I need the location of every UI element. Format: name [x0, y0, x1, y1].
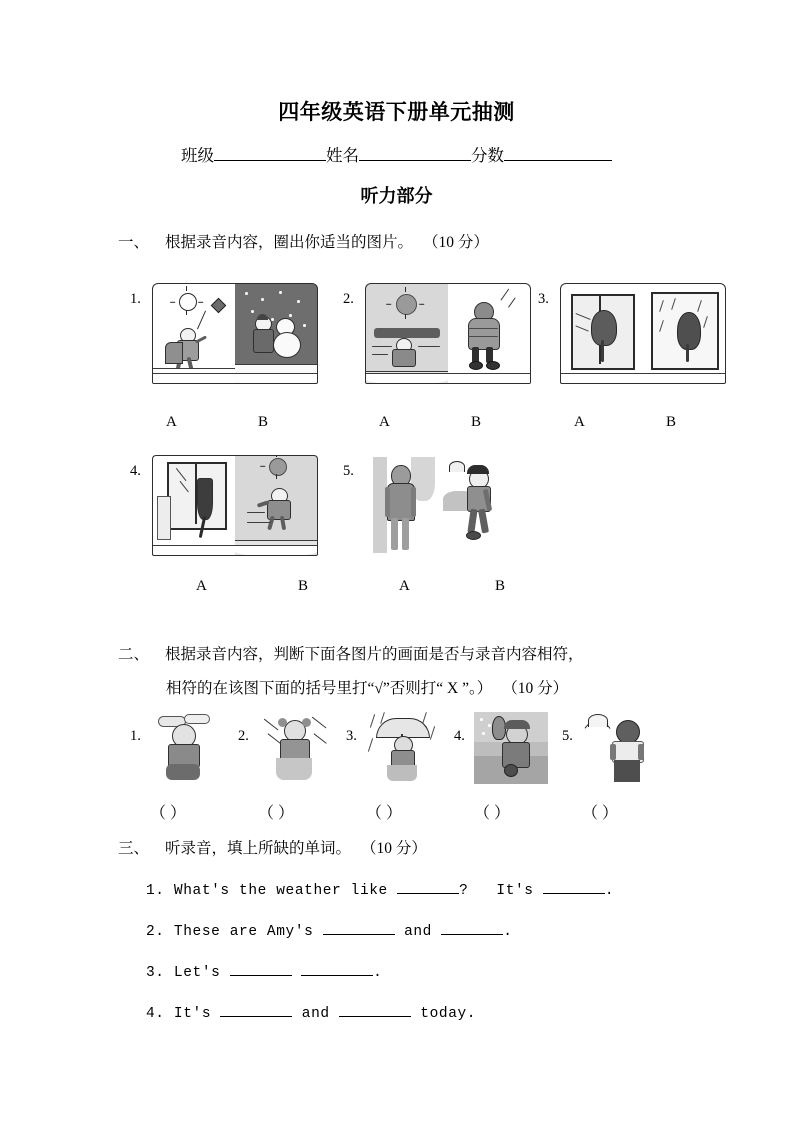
q3-sentence-4[interactable]	[146, 1003, 476, 1022]
q3-sentence-1-part-1: What's the weather like	[173, 883, 388, 899]
q3-sentence-1-part-3: It's	[496, 883, 534, 899]
question-3-text: 听录音，填上所缺的单词。	[165, 840, 352, 857]
q2-item-2-index: 2.	[238, 728, 249, 744]
question-2-text-line-2: 相符的在该图下面的括号里打“√”否则打“ X ”。）	[166, 680, 493, 697]
q1-item-3-option-b-image[interactable]	[643, 283, 726, 384]
question-1-points: （10 分）	[423, 234, 489, 251]
name-label: 姓名	[326, 146, 359, 165]
q3-sentence-4-index: 4.	[146, 1006, 165, 1022]
q1-item-3-option-a-image[interactable]	[560, 283, 643, 384]
q3-sentence-1-index: 1.	[146, 883, 165, 899]
q2-item-2-answer-box[interactable]: （ ）	[258, 805, 295, 822]
q1-item-4-label-b: B	[298, 578, 309, 594]
listening-section-header: 听力部分	[360, 186, 433, 207]
q3-sentence-3-blank-1[interactable]	[230, 962, 292, 976]
class-label: 班级	[181, 146, 214, 165]
q3-sentence-3-part-1: Let's	[173, 965, 221, 981]
q2-item-4[interactable]	[454, 712, 564, 788]
q3-sentence-3-blank-2[interactable]	[301, 962, 373, 976]
score-label: 分数	[471, 146, 504, 165]
q1-item-3-index: 3.	[538, 291, 549, 307]
page-title: 四年级英语下册单元抽测	[278, 100, 515, 124]
q1-item-2-option-b-image[interactable]	[448, 283, 531, 384]
q2-item-5[interactable]	[562, 712, 672, 788]
q1-item-5-index: 5.	[343, 463, 354, 479]
q2-item-4-index: 4.	[454, 728, 465, 744]
q3-sentence-1[interactable]	[146, 880, 614, 899]
q1-item-1-option-a-image[interactable]	[152, 283, 235, 384]
q1-item-2-label-b: B	[471, 414, 482, 430]
question-2-prompt-line-2	[166, 672, 568, 706]
q1-item-1-label-a: A	[166, 414, 177, 430]
q1-item-3-label-b: B	[666, 414, 677, 430]
q2-item-3-index: 3.	[346, 728, 357, 744]
q3-sentence-4-blank-1[interactable]	[220, 1003, 292, 1017]
q2-item-4-answer-box[interactable]: （ ）	[474, 805, 511, 822]
q1-item-4[interactable]	[130, 455, 320, 559]
q2-item-2[interactable]	[238, 712, 348, 788]
q1-item-5-label-b: B	[495, 578, 506, 594]
q2-item-3-answer-box[interactable]: （ ）	[366, 805, 403, 822]
q3-sentence-2-index: 2.	[146, 924, 165, 940]
q1-item-4-option-b-image[interactable]	[235, 455, 318, 556]
q1-item-2-index: 2.	[343, 291, 354, 307]
question-2-prompt-line-1	[118, 638, 584, 672]
q1-item-3-picture-pair[interactable]	[560, 283, 726, 384]
q3-sentence-3-index: 3.	[146, 965, 165, 981]
q1-item-1-index: 1.	[130, 291, 141, 307]
q2-item-5-index: 5.	[562, 728, 573, 744]
q1-item-1-picture-pair[interactable]	[152, 283, 318, 384]
q3-sentence-4-blank-2[interactable]	[339, 1003, 411, 1017]
score-input-rule[interactable]	[504, 145, 612, 161]
q3-sentence-2-part-1: These are Amy's	[173, 924, 314, 940]
q3-sentence-4-part-2: and	[301, 1006, 330, 1022]
q3-sentence-2[interactable]	[146, 921, 513, 940]
q2-item-1[interactable]	[130, 712, 240, 788]
question-3-prompt	[118, 832, 427, 866]
q3-sentence-1-part-2: ?	[459, 883, 469, 899]
name-input-rule[interactable]	[359, 145, 471, 161]
question-1-text: 根据录音内容，圈出你适当的图片。	[165, 234, 414, 251]
question-2-points: （10 分）	[502, 680, 569, 697]
q3-sentence-3-part-3: .	[373, 965, 383, 981]
q2-item-3[interactable]	[346, 712, 456, 788]
q3-sentence-4-part-3: today.	[420, 1006, 477, 1022]
q2-item-1-image[interactable]	[150, 712, 224, 784]
question-1-prompt	[118, 226, 489, 260]
class-input-rule[interactable]	[214, 145, 326, 161]
q3-sentence-1-part-4: .	[604, 883, 615, 899]
q1-item-1-label-b: B	[258, 414, 269, 430]
q1-item-3[interactable]	[538, 283, 728, 387]
q1-item-1-option-b-image[interactable]	[235, 283, 318, 384]
q1-item-4-index: 4.	[130, 463, 141, 479]
q1-item-4-label-a: A	[196, 578, 207, 594]
q2-item-5-image[interactable]	[582, 712, 656, 784]
q3-sentence-1-blank-2[interactable]	[543, 880, 605, 894]
question-3-number: 三、	[118, 840, 150, 857]
student-info-line	[0, 142, 793, 166]
question-3-points: （10 分）	[361, 840, 427, 857]
q1-item-2[interactable]	[343, 283, 533, 387]
q2-item-2-image[interactable]	[258, 712, 332, 784]
q1-item-3-label-a: A	[574, 414, 585, 430]
q1-item-2-picture-pair[interactable]	[365, 283, 531, 384]
q2-item-3-image[interactable]	[366, 712, 440, 784]
q3-sentence-2-part-3: .	[503, 924, 513, 940]
question-2-number: 二、	[118, 646, 150, 663]
q1-item-1[interactable]	[130, 283, 320, 387]
q1-item-5-option-a-image[interactable]	[371, 455, 439, 554]
q3-sentence-2-part-2: and	[404, 924, 432, 940]
q2-item-1-answer-box[interactable]: （ ）	[150, 805, 187, 822]
q2-item-5-answer-box[interactable]: （ ）	[582, 805, 619, 822]
q1-item-5-picture-pair[interactable]	[371, 455, 515, 554]
q3-sentence-1-blank-1[interactable]	[397, 880, 459, 894]
q3-sentence-4-part-1: It's	[173, 1006, 212, 1022]
q3-sentence-2-blank-2[interactable]	[441, 921, 503, 935]
q1-item-4-picture-pair[interactable]	[152, 455, 318, 556]
q1-item-5[interactable]	[343, 455, 533, 559]
q1-item-2-label-a: A	[379, 414, 390, 430]
q1-item-2-option-a-image[interactable]	[365, 283, 448, 384]
question-2-text-line-1: 根据录音内容，判断下面各图片的画面是否与录音内容相符，	[165, 646, 584, 663]
q3-sentence-3[interactable]	[146, 962, 382, 981]
q1-item-5-label-a: A	[399, 578, 410, 594]
q3-sentence-2-blank-1[interactable]	[323, 921, 395, 935]
q1-item-4-option-a-image[interactable]	[152, 455, 235, 556]
q2-item-4-image[interactable]	[474, 712, 548, 784]
q2-item-1-index: 1.	[130, 728, 141, 744]
question-1-number: 一、	[118, 234, 150, 251]
q1-item-5-option-b-image[interactable]	[439, 455, 515, 554]
